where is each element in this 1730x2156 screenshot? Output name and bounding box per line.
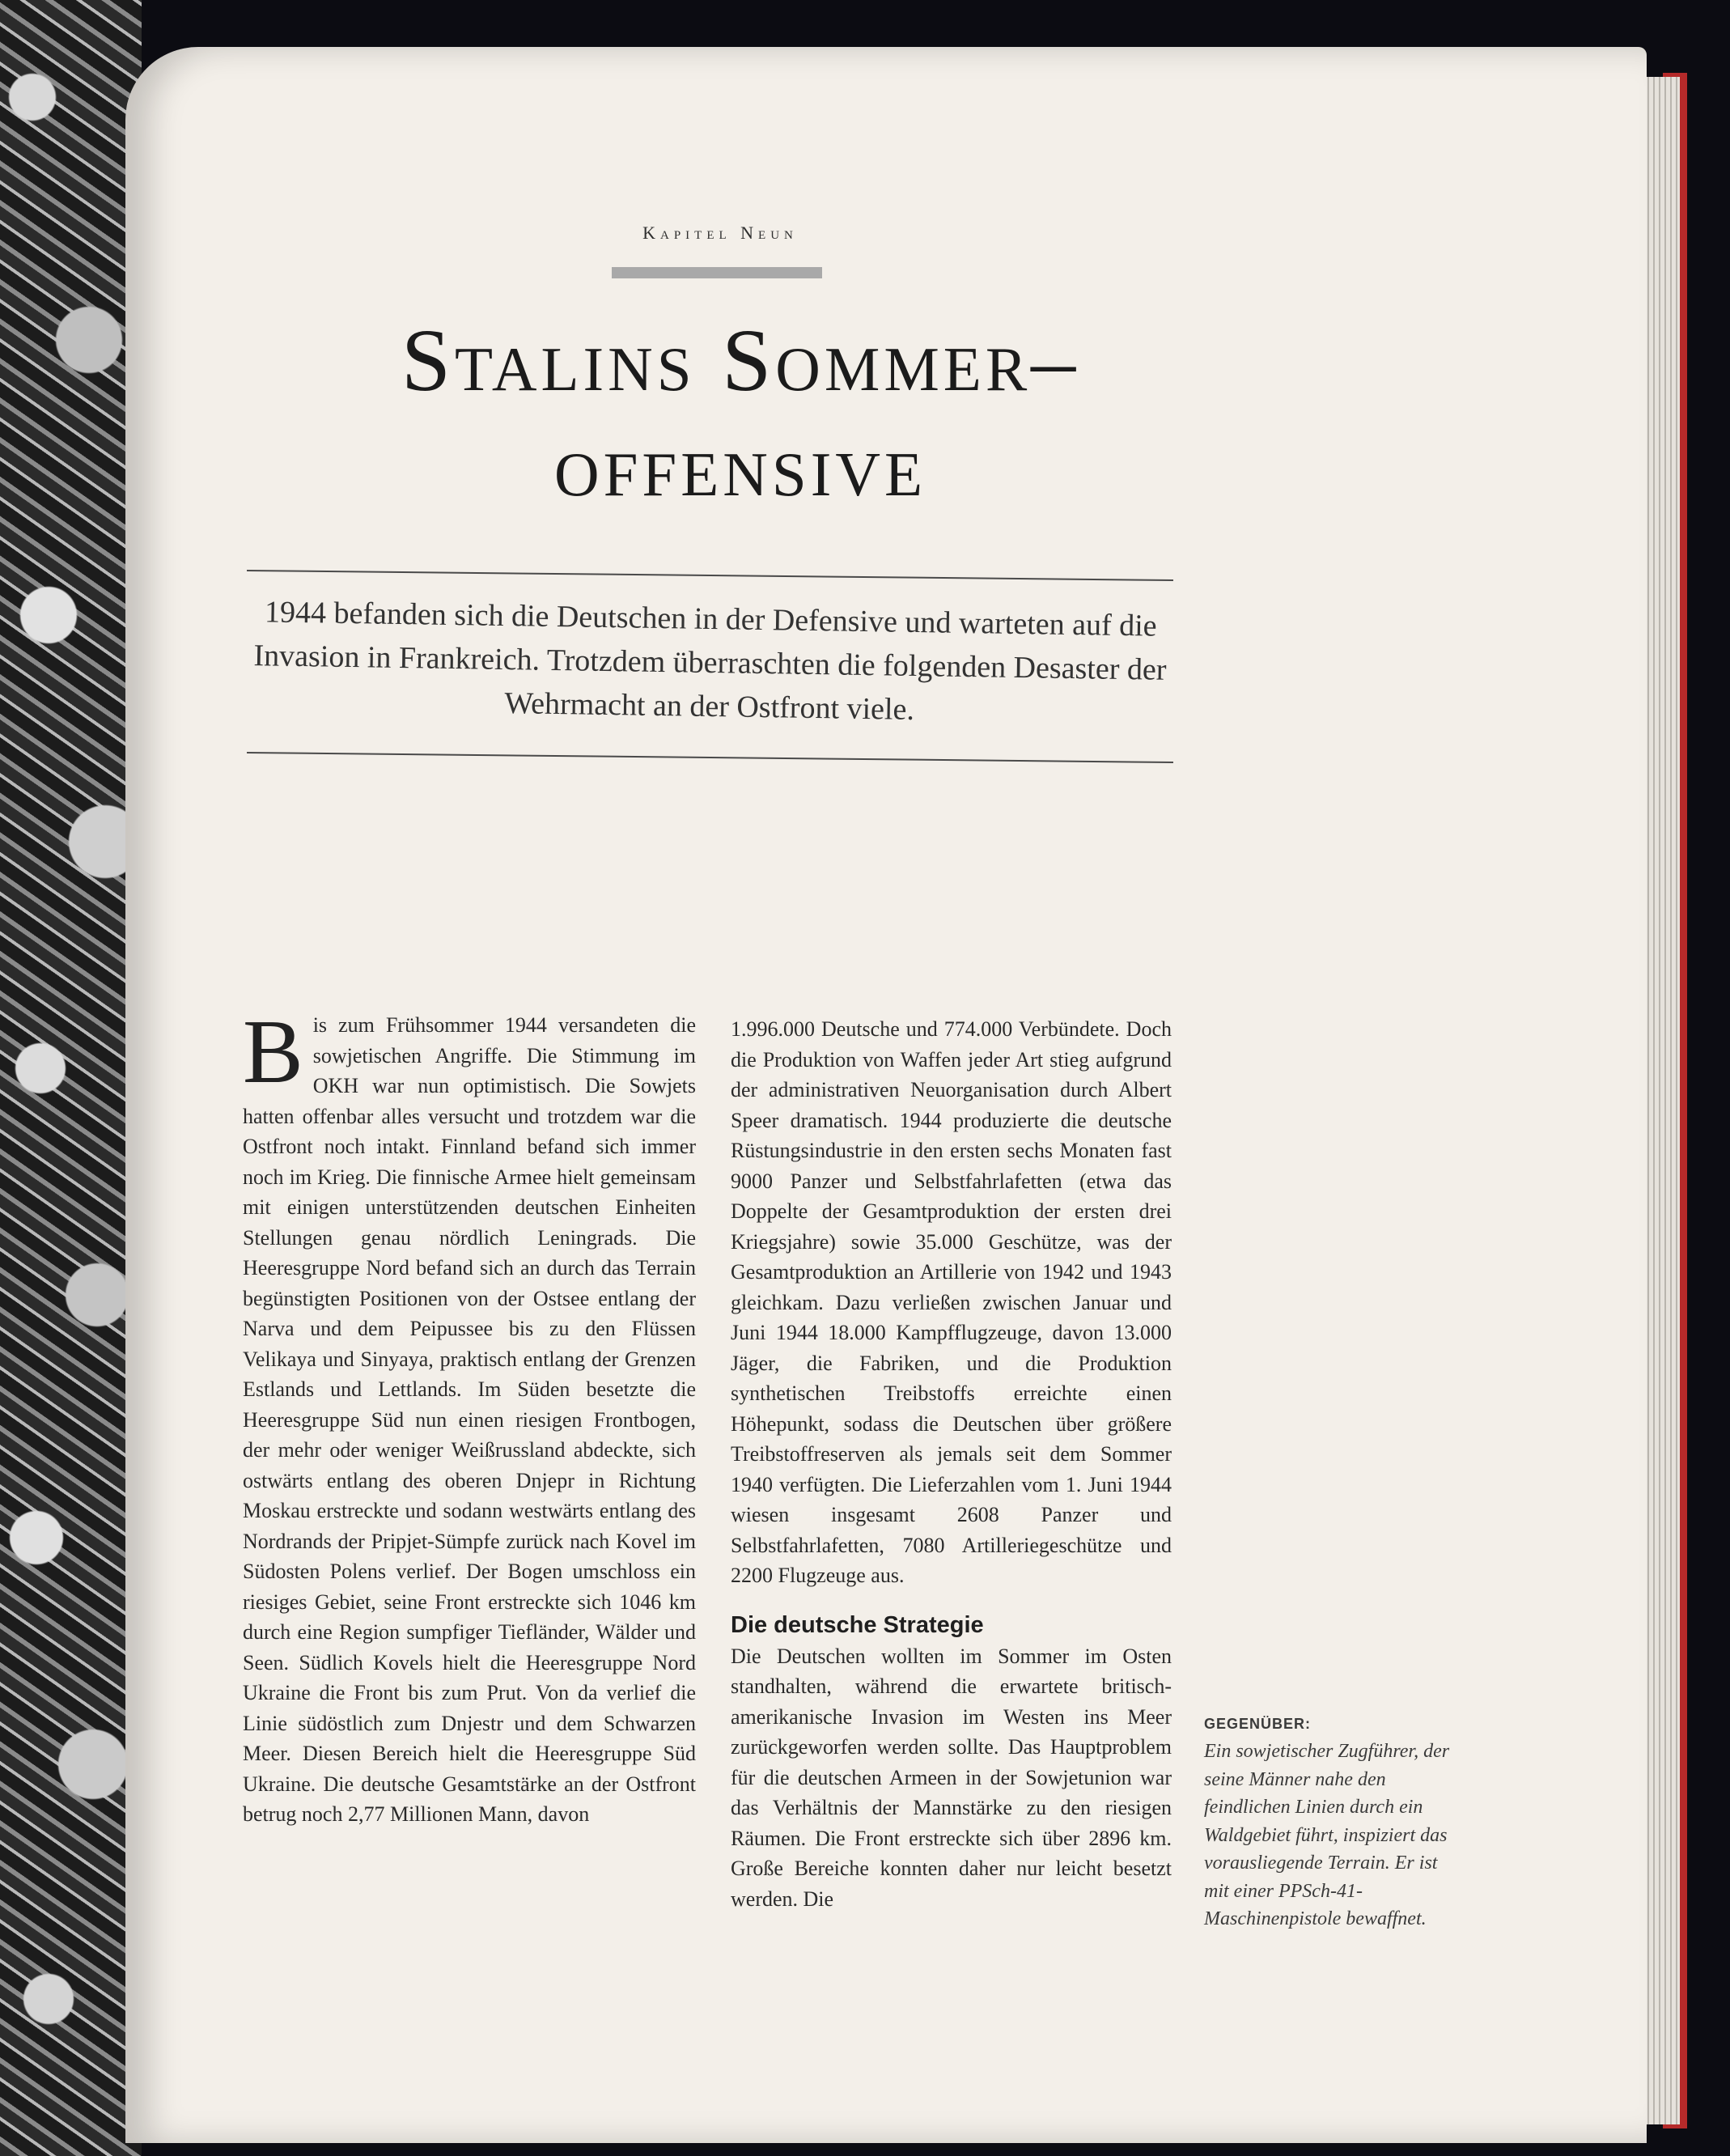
chapter-label: Kapitel Neun [642,223,798,243]
chapter-title-line2: offensive [553,416,926,515]
body-paragraph-2: 1.996.000 Deutsche und 774.000 Verbündete. Doch die Produktion von Waffen jeder Art stieg aufgrund der administrativen Neuorganisation durch Albert Speer dramatisch. 1944 produzierte die deutsche Rüstungsindustrie in den ersten sechs Monaten fast 9000 Panzer und Selbstfahrlafetten (etwa das Doppelte der Gesamtproduktion der ersten drei Kriegsjahre) sowie 35.000 Geschütze, was der Gesamtproduktion an Artillerie von 1942 und 1943 gleichkam. Dazu verließen zwischen Januar und Juni 1944 18.000 Kampfflugzeuge, davon 13.000 Jäger, die Fabriken, und die Produktion synthetischen Treibstoffs erreichte einen Höhepunkt, sodass die Deutschen über größere Treibstoffreserven als jemals seit dem Sommer 1940 verfügten. Die Lieferzahlen vom 1. Juni 1944 wiesen insgesamt 2608 Panzer und Selbstfahrlafetten, 7080 Artilleriegeschütze und 2200 Flugzeuge aus. [731,1017,1172,1587]
photo-caption [1204,1716,1463,1933]
chapter-title [243,308,1238,518]
facing-page-photo [0,0,142,2156]
body-paragraph-1: is zum Frühsommer 1944 versandeten die sowjetischen Angriffe. Die Stimmung im OKH war nun optimistisch. Die Sowjets hatten offenbar alles versucht und trotzdem war die Ostfront noch intakt. Finnland befand sich immer noch im Krieg. Die finnische Armee hielt gemeinsam mit einigen unterstützenden deutschen Einheiten Stellungen genau nördlich Leningrads. Die Heeresgruppe Nord befand sich an durch das Terrain begünstigten Positionen von der Ostsee entlang der Narva und dem Peipussee bis zu den Flüssen Velikaya und Sinyaya, praktisch entlang der Grenzen Estlands und Lettlands. Im Süden besetzte die Heeresgruppe Süd nun einen riesigen Frontbogen, der mehr oder weniger Weißrussland abdeckte, sich ostwärts entlang des oberen Dnjepr in Richtung Moskau erstreckte und sodann westwärts entlang des Nordrands der Pripjet-Sümpfe zurück nach Kovel im Südosten Polens verlief. Der Bogen umschloss ein riesiges Gebiet, seine Front erstreckte sich 1046 km durch eine Region sumpfiger Tiefländer, Wälder und Seen. Südlich Kovels hielt die Heeresgruppe Nord Ukraine die Front bis zum Prut. Von da verlief die Linie südöstlich zum Dnjestr und dem Schwarzen Meer. Diesen Bereich hielt die Heeresgruppe Süd Ukraine. Die deutsche Gesamtstärke an der Ostfront betrug noch 2,77 Millionen Mann, davon [243,1013,696,1826]
chapter-underline [612,267,822,278]
caption-text: Ein sowjetischer Zugführer, der seine Männer nahe den feindlichen Linien durch ein Waldgebiet führt, inspiziert das vorausliegende Terrain. Er ist mit einer PPSch-41-Maschinenpistole bewaffnet. [1204,1741,1450,1929]
section-heading: Die deutsche Strategie [731,1611,984,1638]
body-column-left [243,1002,696,1830]
body-column-middle [731,1014,1172,1914]
body-paragraph-3: Die Deutschen wollten im Sommer im Osten standhalten, während die erwartete britisch-amerikanische Invasion im Westen ins Meer zurückgeworfen werden sollte. Das Hauptproblem für die deutschen Armeen in der Sowjetunion war das Verhältnis der Mannstärke zu den riesigen Räumen. Die Front erstreckte sich über 2896 km. Große Bereiche konnten daher nur leicht besetzt werden. Die [731,1644,1172,1911]
chapter-title-line1: Stalins Sommer– [401,311,1080,410]
drop-cap: B [243,1002,303,1102]
intro-text: 1944 befanden sich die Deutschen in der Defensive und warteten auf die Invasion in Frankreich. Trotzdem überraschten die folgenden Desaster der Wehrmacht an der Ostfront viele. [253,595,1167,727]
caption-label: GEGENÜBER: [1204,1716,1312,1732]
